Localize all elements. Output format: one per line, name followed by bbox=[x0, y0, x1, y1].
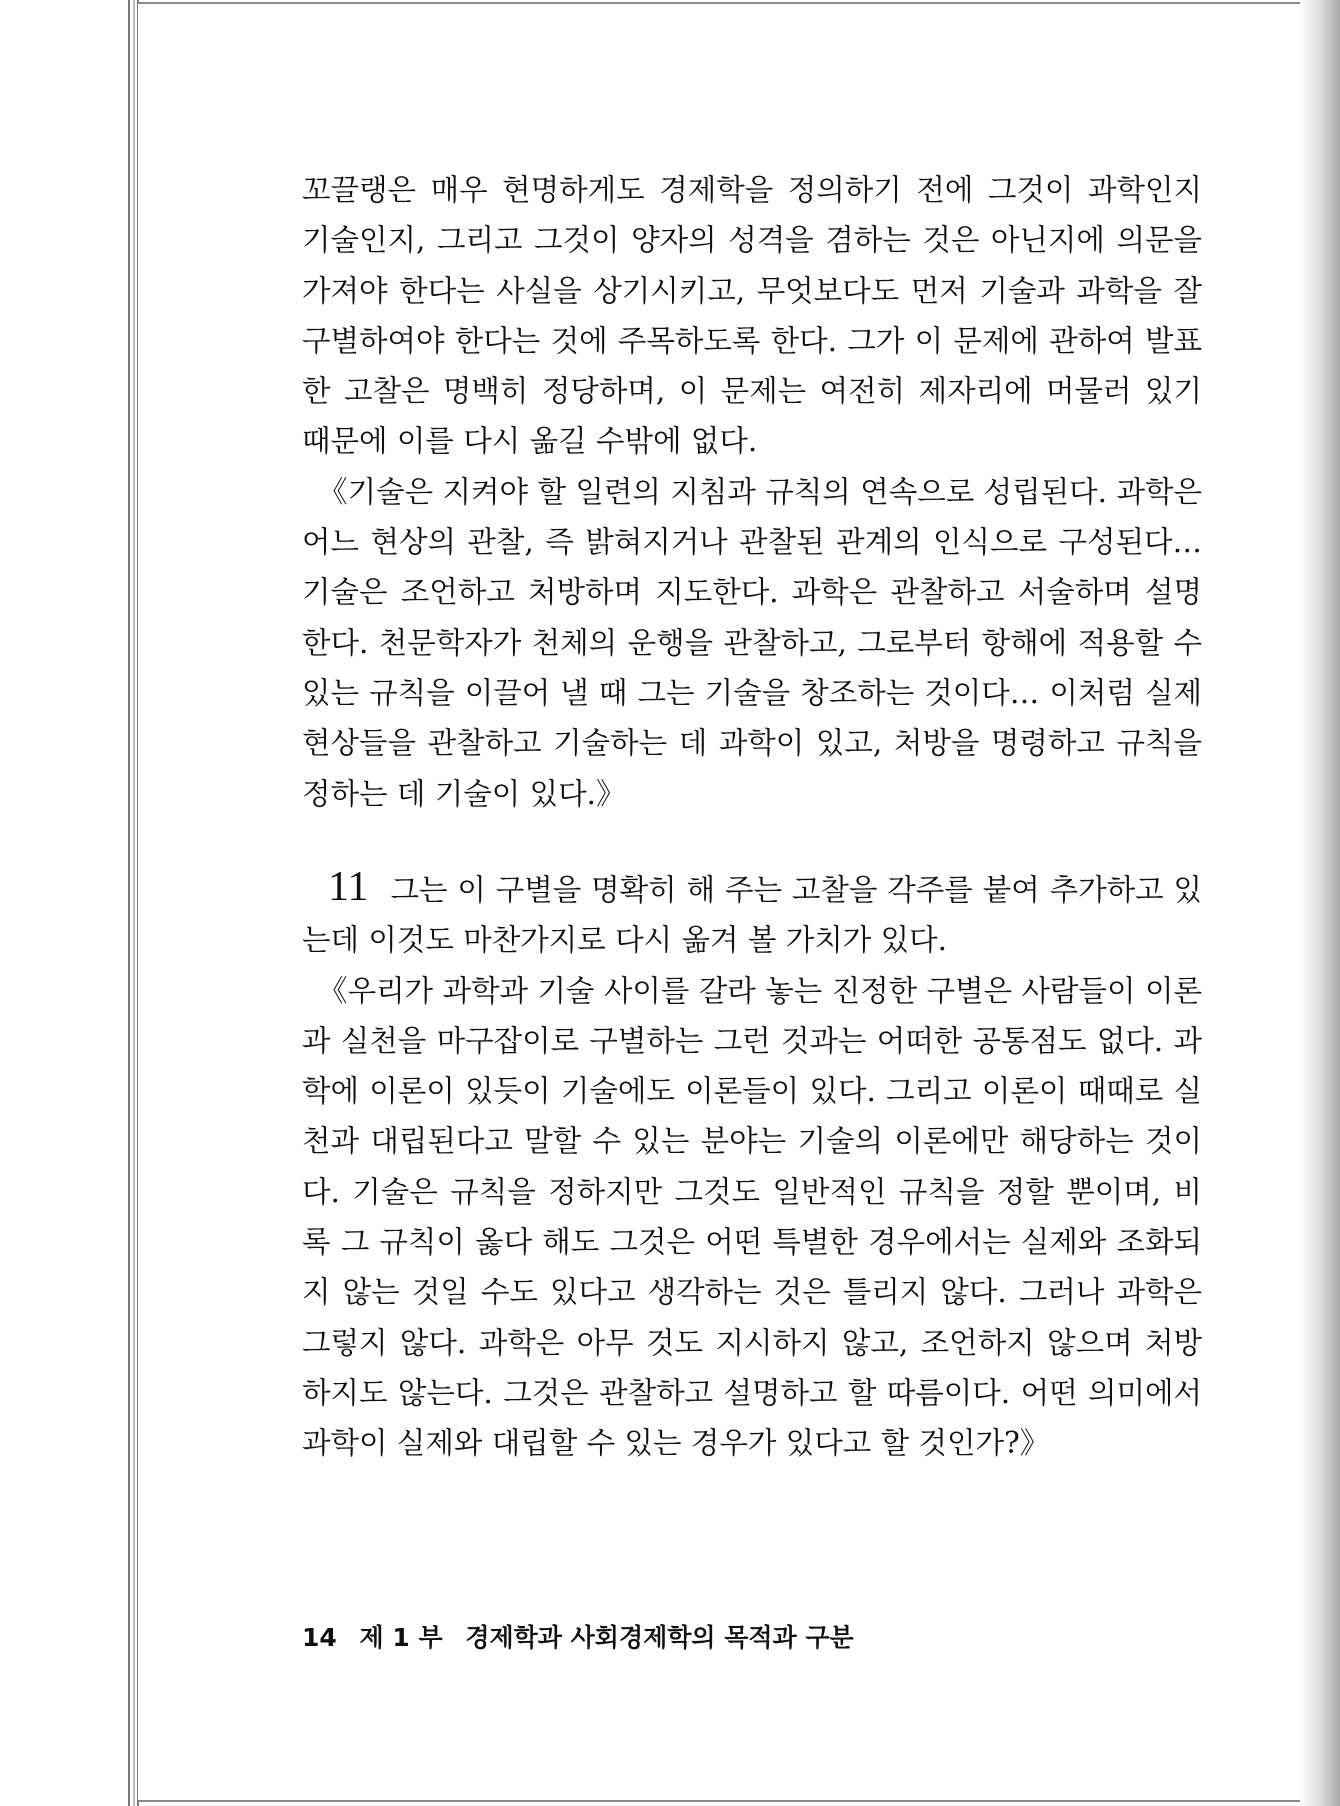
section-11-text: 그는 이 구별을 명확히 해 주는 고찰을 각주를 붙여 추가하고 있는데 이것도 마찬가지로 다시 옮겨 볼 가치가 있다. bbox=[302, 873, 1202, 958]
page-edge-outer bbox=[128, 0, 130, 1806]
quote-art-science: 《기술은 지켜야 할 일련의 지침과 규칙의 연속으로 성립된다. 과학은 어느 현상의 관찰, 즉 밝혀지거나 관찰된 관계의 인식으로 구성된다… 기술은 조언하고 처방하며 지도한다. 과학은 관찰하고 서술하며 설명한다. 천문학자가 천체의 운행을 관찰하고, 그로부터 항해에 적용할 수 있는 규칙을 이끌어 낼 때 그는 기술을 창조하는 것이다… 이처럼 실제 현상들을 관찰하고 기술하는 데 과학이 있고, 처방을 명령하고 규칙을 정하는 데 기술이 있다.》 bbox=[302, 474, 1202, 811]
left-margin bbox=[0, 0, 128, 1806]
section-11 bbox=[302, 865, 1202, 1469]
quote-theory-practice: 《우리가 과학과 기술 사이를 갈라 놓는 진정한 구별은 사람들이 이론과 실천을 마구잡이로 구별하는 그런 것과는 어떠한 공통점도 없다. 과학에 이론이 있듯이 기술에도 이론들이 있다. 그리고 이론이 때때로 실천과 대립된다고 말할 수 있는 분야는 기술의 이론에만 해당하는 것이다. 기술은 규칙을 정하지만 그것도 일반적인 규칙을 정할 뿐이며, 비록 그 규칙이 옳다 해도 그것은 어떤 특별한 경우에서는 실제와 조화되지 않는 것일 수도 있다고 생각하는 것은 틀리지 않다. 그러나 과학은 그렇지 않다. 과학은 아무 것도 지시하지 않고, 조언하지 않으며 처방하지도 않는다. 그것은 관찰하고 설명하고 할 따름이다. 어떤 의미에서 과학이 실제와 대립할 수 있는 경우가 있다고 할 것인가?》 bbox=[302, 973, 1202, 1461]
chapter-title: 경제학과 사회경제학의 목적과 구분 bbox=[465, 1623, 854, 1652]
text-block-intro bbox=[302, 165, 1202, 819]
page-right-shadow bbox=[1300, 0, 1340, 1806]
paragraph-coquelin: 꼬끌랭은 매우 현명하게도 경제학을 정의하기 전에 그것이 과학인지 기술인지, 그리고 그것이 양자의 성격을 겸하는 것은 아닌지에 의문을 가져야 한다는 사실을 상기시키고, 무엇보다도 먼저 기술과 과학을 잘 구별하여야 한다는 것에 주목하도록 한다. 그가 이 문제에 관하여 발표한 고찰은 명백히 정당하며, 이 문제는 여전히 제자리에 머물러 있기 때문에 이를 다시 옮길 수밖에 없다. bbox=[302, 173, 1202, 459]
page-edge-middle bbox=[133, 0, 135, 1806]
page-number: 14 bbox=[302, 1623, 337, 1652]
part-label: 제 1 부 bbox=[359, 1623, 443, 1652]
section-number: 11 bbox=[328, 864, 369, 910]
section-11-paragraph bbox=[302, 865, 1202, 966]
page-footer bbox=[302, 1618, 868, 1654]
